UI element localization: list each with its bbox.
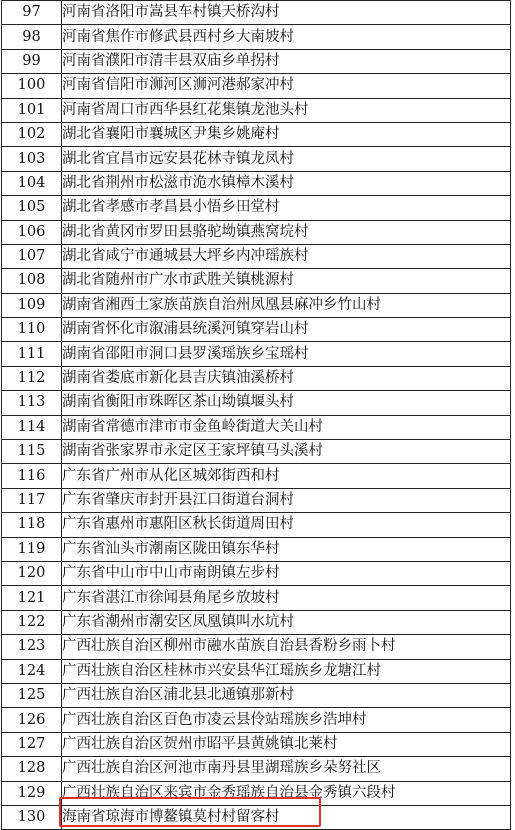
village-name: 广西壮族自治区河池市南丹县里湖瑶族乡朵努社区 xyxy=(62,757,511,781)
row-number: 116 xyxy=(2,464,62,488)
table-row xyxy=(2,366,511,390)
table-row xyxy=(2,269,511,293)
row-number: 106 xyxy=(2,220,62,244)
row-number: 125 xyxy=(2,683,62,707)
village-name: 湖南省张家界市永定区王家坪镇马头溪村 xyxy=(62,440,511,464)
table-row xyxy=(2,122,511,146)
table-row xyxy=(2,683,511,707)
row-number: 114 xyxy=(2,415,62,439)
village-name: 广西壮族自治区柳州市融水苗族自治县香粉乡雨卜村 xyxy=(62,635,511,659)
row-number: 124 xyxy=(2,659,62,683)
village-name: 湖南省怀化市溆浦县统溪河镇穿岩山村 xyxy=(62,318,511,342)
table-row xyxy=(2,757,511,781)
row-number: 129 xyxy=(2,781,62,805)
table-row xyxy=(2,293,511,317)
table-row xyxy=(2,244,511,268)
village-name: 湖北省咸宁市通城县大坪乡内冲瑶族村 xyxy=(62,244,511,268)
table-row xyxy=(2,1,511,25)
village-name: 广西壮族自治区百色市凌云县伶站瑶族乡浩坤村 xyxy=(62,708,511,732)
village-name: 湖北省荆州市松滋市洈水镇樟木溪村 xyxy=(62,171,511,195)
row-number: 99 xyxy=(2,49,62,73)
village-name: 广东省惠州市惠阳区秋长街道周田村 xyxy=(62,513,511,537)
village-name: 广西壮族自治区浦北县北通镇那新村 xyxy=(62,683,511,707)
table-row xyxy=(2,561,511,585)
village-name: 广东省潮州市潮安区凤凰镇叫水坑村 xyxy=(62,610,511,634)
village-name: 湖南省衡阳市珠晖区茶山坳镇堰头村 xyxy=(62,391,511,415)
village-name: 湖北省黄冈市罗田县骆驼坳镇燕窝垸村 xyxy=(62,220,511,244)
row-number: 121 xyxy=(2,586,62,610)
row-number: 105 xyxy=(2,196,62,220)
village-name: 广东省广州市从化区城郊街西和村 xyxy=(62,464,511,488)
village-name: 河南省信阳市浉河区浉河港郝家冲村 xyxy=(62,74,511,98)
village-name: 湖北省随州市广水市武胜关镇桃源村 xyxy=(62,269,511,293)
table-row xyxy=(2,513,511,537)
row-number: 127 xyxy=(2,732,62,756)
table-row xyxy=(2,171,511,195)
table-row xyxy=(2,196,511,220)
table-row xyxy=(2,659,511,683)
row-number: 100 xyxy=(2,74,62,98)
row-number: 128 xyxy=(2,757,62,781)
village-name: 湖南省常德市津市市金鱼岭街道大关山村 xyxy=(62,415,511,439)
village-name: 湖北省孝感市孝昌县小悟乡田堂村 xyxy=(62,196,511,220)
village-name: 湖南省娄底市新化县吉庆镇油溪桥村 xyxy=(62,366,511,390)
table-row xyxy=(2,635,511,659)
table-row xyxy=(2,415,511,439)
row-number: 122 xyxy=(2,610,62,634)
row-number: 109 xyxy=(2,293,62,317)
village-name: 广西壮族自治区来宾市金秀瑶族自治县金秀镇六段村 xyxy=(62,781,511,805)
table-row xyxy=(2,488,511,512)
village-name: 广东省中山市中山市南朗镇左步村 xyxy=(62,561,511,585)
village-name: 湖北省襄阳市襄城区尹集乡姚庵村 xyxy=(62,122,511,146)
row-number: 101 xyxy=(2,98,62,122)
village-name: 河南省焦作市修武县西村乡大南坡村 xyxy=(62,25,511,49)
row-number: 112 xyxy=(2,366,62,390)
table-row xyxy=(2,342,511,366)
village-table-body xyxy=(2,1,511,830)
village-name: 河南省洛阳市嵩县车村镇天桥沟村 xyxy=(62,1,511,25)
row-number: 120 xyxy=(2,561,62,585)
table-row xyxy=(2,805,511,829)
table-row xyxy=(2,708,511,732)
row-number: 115 xyxy=(2,440,62,464)
table-row xyxy=(2,25,511,49)
row-number: 107 xyxy=(2,244,62,268)
table-row xyxy=(2,318,511,342)
village-name: 湖南省邵阳市洞口县罗溪瑶族乡宝瑶村 xyxy=(62,342,511,366)
row-number: 111 xyxy=(2,342,62,366)
row-number: 123 xyxy=(2,635,62,659)
village-name: 广西壮族自治区桂林市兴安县华江瑶族乡龙塘江村 xyxy=(62,659,511,683)
row-number: 130 xyxy=(2,805,62,829)
table-row xyxy=(2,220,511,244)
table-row xyxy=(2,440,511,464)
village-table xyxy=(1,0,511,830)
village-name: 广东省肇庆市封开县江口街道台洞村 xyxy=(62,488,511,512)
row-number: 108 xyxy=(2,269,62,293)
table-row xyxy=(2,586,511,610)
row-number: 110 xyxy=(2,318,62,342)
row-number: 113 xyxy=(2,391,62,415)
row-number: 118 xyxy=(2,513,62,537)
village-name: 广西壮族自治区贺州市昭平县黄姚镇北莱村 xyxy=(62,732,511,756)
village-name: 广东省湛江市徐闻县角尾乡放坡村 xyxy=(62,586,511,610)
row-number: 103 xyxy=(2,147,62,171)
table-row xyxy=(2,391,511,415)
table-row xyxy=(2,464,511,488)
village-name: 广东省汕头市潮南区陇田镇东华村 xyxy=(62,537,511,561)
table-row xyxy=(2,732,511,756)
table-row xyxy=(2,537,511,561)
table-row xyxy=(2,147,511,171)
village-name: 河南省濮阳市清丰县双庙乡单拐村 xyxy=(62,49,511,73)
row-number: 98 xyxy=(2,25,62,49)
row-number: 97 xyxy=(2,1,62,25)
table-row xyxy=(2,74,511,98)
row-number: 119 xyxy=(2,537,62,561)
village-name: 海南省琼海市博鳌镇莫村村留客村 xyxy=(62,805,511,829)
row-number: 102 xyxy=(2,122,62,146)
table-row xyxy=(2,98,511,122)
row-number: 117 xyxy=(2,488,62,512)
row-number: 104 xyxy=(2,171,62,195)
table-row xyxy=(2,49,511,73)
village-name: 湖北省宜昌市远安县花林寺镇龙凤村 xyxy=(62,147,511,171)
table-row xyxy=(2,781,511,805)
row-number: 126 xyxy=(2,708,62,732)
village-name: 河南省周口市西华县红花集镇龙池头村 xyxy=(62,98,511,122)
village-name: 湖南省湘西土家族苗族自治州凤凰县麻冲乡竹山村 xyxy=(62,293,511,317)
table-row xyxy=(2,610,511,634)
